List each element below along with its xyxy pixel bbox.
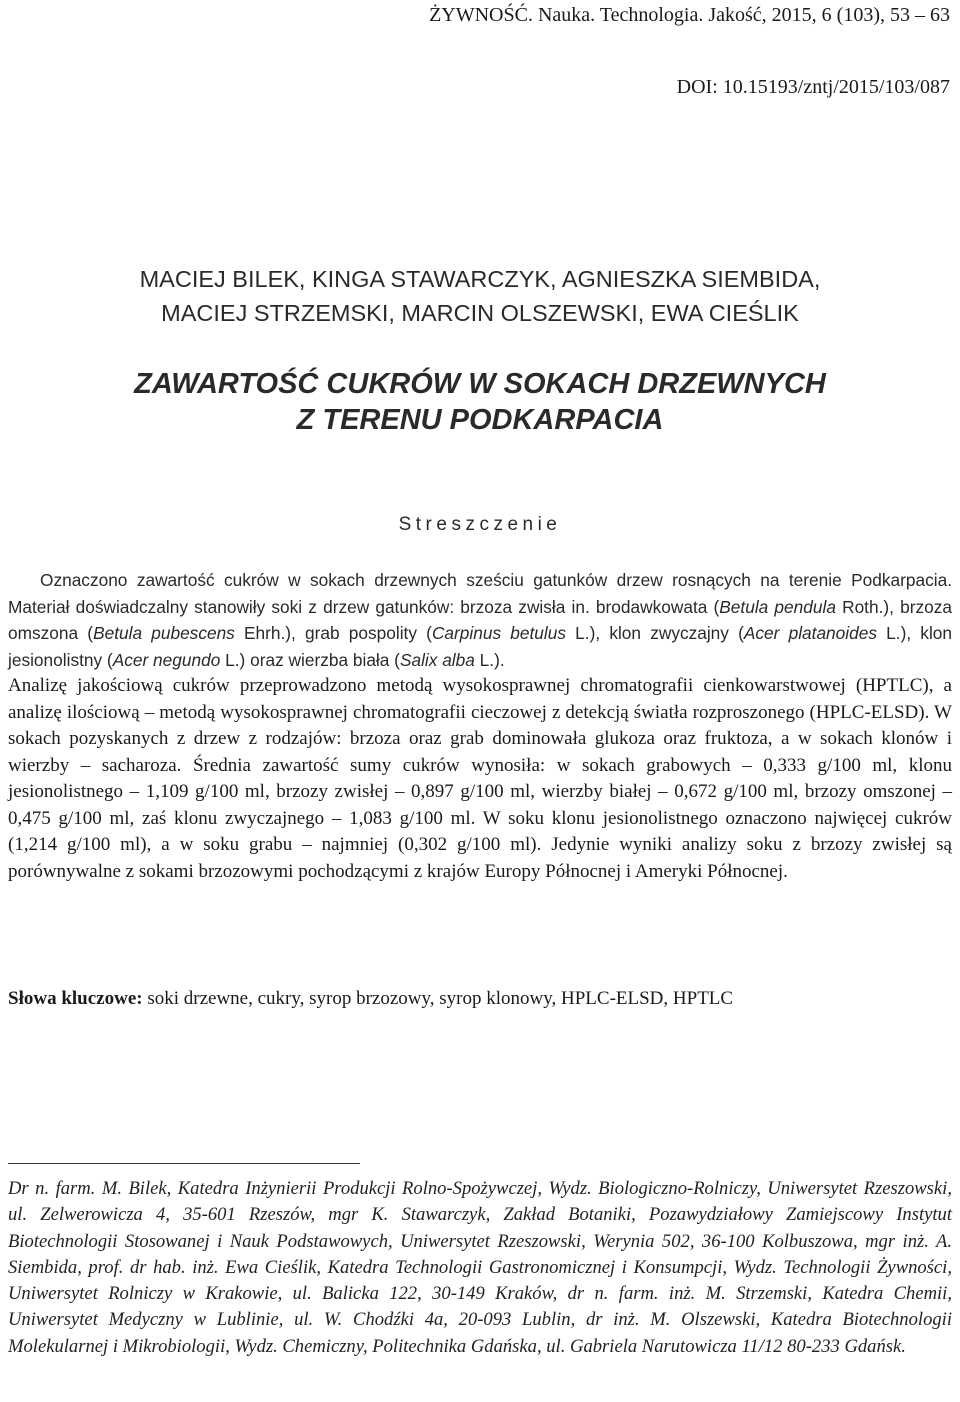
abstract-heading: Streszczenie: [398, 514, 562, 535]
abstract-text: Oznaczono zawartość cukrów w sokach drzewnych sześciu gatunków drzew rosnących na terenie Podkarpacia. Materiał doświadczalny stanowiły soki z drzew gatunków: brzoza zwisła in. brodawkowata (: [8, 570, 952, 617]
affiliations-footnote: Dr n. farm. M. Bilek, Katedra Inżynierii Produkcji Rolno-Spożywczej, Wydz. Biologiczno-Rolniczy, Uniwersytet Rzeszowski, ul. Zelwerowicza 4, 35-601 Rzeszów, mgr K. Stawarczyk, Zakład Botaniki, Pozawydziałowy Zamiejscowy Instytut Biotechnologii Stosowanej i Nauk Podstawowych, Uniwersytet Rzeszowski, Werynia 502, 36-100 Kolbuszowa, mgr inż. A. Siembida, prof. dr hab. inż. Ewa Cieślik, Katedra Technologii Gastronomicznej i Konsumpcji, Wydz. Technologii Żywności, Uniwersytet Rolniczy w Krakowie, ul. Balicka 122, 30-149 Kraków, dr n. farm. inż. M. Strzemski, Katedra Chemii, Uniwersytet Medyczny w Lublinie, ul. W. Chodźki 4a, 20-093 Lublin, dr inż. M. Olszewski, Katedra Biotechnologii Molekularnej i Mikrobiologii, Wydz. Chemiczny, Politechnika Gdańska, ul. Gabriela Narutowicza 11/12 80-233 Gdańsk.: [8, 1178, 952, 1357]
species-name: Betula pendula: [719, 596, 836, 617]
doi: DOI: 10.15193/zntj/2015/103/087: [676, 76, 950, 98]
abstract-text: Ehrh.), grab pospolity (: [234, 623, 432, 643]
species-name: Acer platanoides: [743, 623, 877, 643]
article-title: [8, 366, 952, 438]
authors-line-1: MACIEJ BILEK, KINGA STAWARCZYK, AGNIESZKA SIEMBIDA,: [139, 266, 821, 292]
title-line-2: Z TERENU PODKARPACIA: [296, 404, 664, 436]
abstract-text: L.), klon zwyczajny (: [566, 623, 744, 643]
title-line-1: ZAWARTOŚĆ CUKRÓW W SOKACH DRZEWNYCH: [134, 368, 826, 400]
keywords-label: Słowa kluczowe:: [8, 988, 143, 1009]
authors: [8, 262, 952, 330]
abstract-text: L.) oraz wierzba biała (: [220, 649, 400, 670]
abstract-text: L.), klon jesionolistny (: [8, 623, 953, 670]
footnote-divider: [8, 1163, 360, 1164]
authors-line-2: MACIEJ STRZEMSKI, MARCIN OLSZEWSKI, EWA CIEŚLIK: [161, 300, 799, 326]
abstract-paragraph-2: Analizę jakościową cukrów przeprowadzono metodą wysokosprawnej chromatografii cienkowarstwowej (HPTLC), a analizę ilościową – metodą wysokosprawnej chromatografii cieczowej z detekcją światła rozproszonego (HPLC-ELSD). W sokach pozyskanych z drzew z rodzajów: brzoza oraz grab dominowała glukoza oraz fruktoza, a w sokach klonów i wierzby – sacharoza. Średnia zawartość sumy cukrów wynosiła: w sokach grabowych – 0,333 g/100 ml, klonu jesionolistnego – 1,109 g/100 ml, brzozy zwisłej – 0,897 g/100 ml, wierzby białej – 0,672 g/100 ml, brzozy omszonej – 0,475 g/100 ml, zaś klonu zwyczajnego – 1,083 g/100 ml. W soku klonu jesionolistnego oznaczono najwięcej cukrów (1,214 g/100 ml), a w soku grabu – najmniej (0,302 g/100 ml). Jedynie wyniki analizy soku z brzozy zwisłej są porównywalne z sokami brzozowymi pochodzącymi z krajów Europy Północnej i Ameryki Północnej.: [8, 675, 952, 882]
keywords-text: soki drzewne, cukry, syrop brzozowy, syrop klonowy, HPLC-ELSD, HPTLC: [142, 988, 734, 1009]
species-name: Salix alba: [399, 649, 475, 670]
species-name: Acer negundo: [112, 649, 221, 670]
species-name: Betula pubescens: [93, 623, 235, 643]
abstract-text: L.).: [474, 649, 505, 670]
abstract-text: Roth.), brzoza omszona (: [8, 596, 952, 643]
journal-citation: ŻYWNOŚĆ. Nauka. Technologia. Jakość, 2015, 6 (103), 53 – 63: [429, 4, 950, 26]
abstract-paragraph-1: [8, 567, 952, 673]
species-name: Carpinus betulus: [431, 623, 566, 643]
abstract: [8, 567, 952, 885]
keywords: [8, 986, 952, 1012]
